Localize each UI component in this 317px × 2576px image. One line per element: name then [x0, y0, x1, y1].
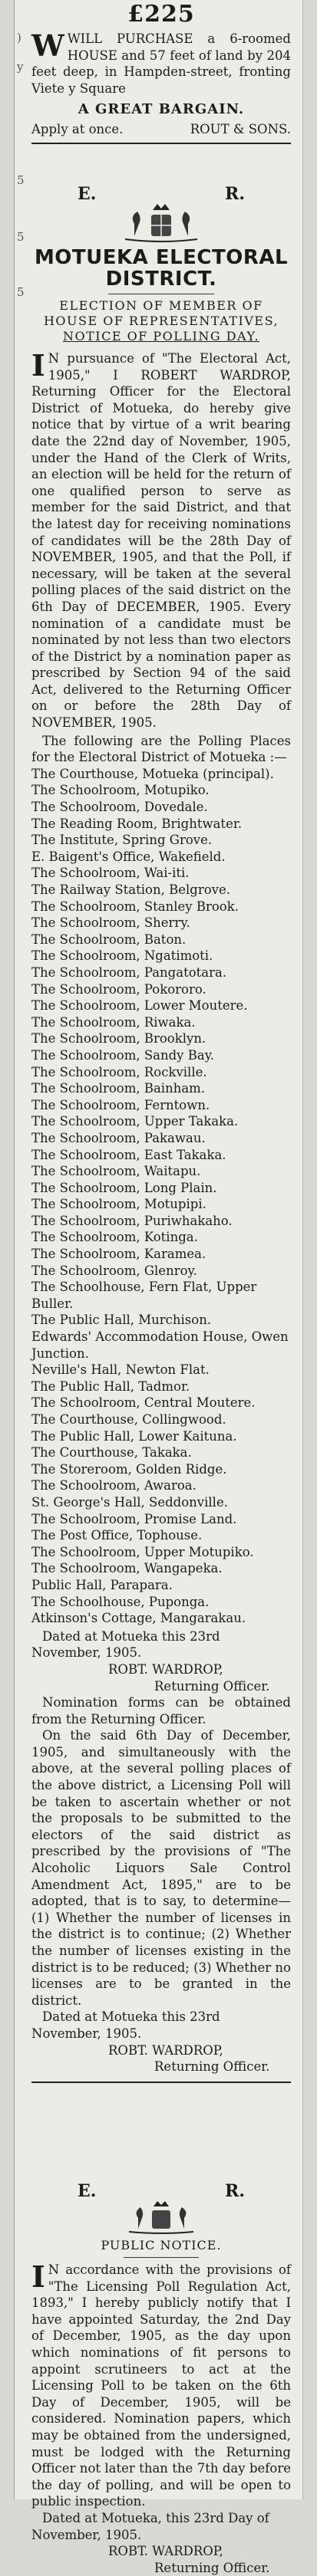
- polling-place-item: Neville's Hall, Newton Flat.: [31, 1362, 210, 1378]
- polling-place-item: The Schoolroom, Dovedale.: [31, 800, 208, 815]
- dated-line-2: Dated at Motueka this 23rd November, 1905.: [31, 2009, 220, 2041]
- polling-place-item: Edwards' Accommodation House, Owen Junction.: [31, 1329, 289, 1361]
- subtitle-line-1: ELECTION OF MEMBER OF: [59, 298, 263, 313]
- signature-2: ROBT. WARDROP,: [108, 2042, 223, 2058]
- notice-title: MOTUEKA ELECTORAL DISTRICT.: [34, 246, 289, 291]
- polling-place-item: The Schoolroom, Pakawau.: [31, 1130, 206, 1145]
- margin-fragment: 5: [17, 230, 25, 244]
- polling-place-item: The Schoolroom, Riwaka.: [31, 1014, 196, 1030]
- ad-body-text: WILL PURCHASE a 6-roomed HOUSE and 57 feet of land by 204 feet deep, in Hampden-street, fronting Viete y Square: [31, 31, 291, 96]
- polling-place-item: The Schoolroom, Sandy Bay.: [31, 1047, 215, 1063]
- divider: [31, 143, 291, 144]
- margin-fragment: y: [17, 60, 24, 74]
- polling-place-item: The Public Hall, Lower Kaituna.: [31, 1428, 237, 1444]
- signature: ROBT. WARDROP,: [108, 1661, 223, 1677]
- polling-place-item: The Schoolroom, Baton.: [31, 932, 187, 947]
- polling-place-item: The Schoolroom, Wai-iti.: [31, 866, 190, 881]
- polling-place-item: The Schoolroom, Brooklyn.: [31, 1031, 206, 1046]
- polling-place-item: The Schoolroom, Glenroy.: [31, 1263, 197, 1278]
- polling-place-item: The Schoolroom, Motupipi.: [31, 1197, 206, 1212]
- dated-block-3: [31, 2510, 291, 2576]
- public-notice-text: N accordance with the provisions of "The Licensing Poll Regulation Act, 1893," I hereby publicly notify that I have appointed Saturday, the 2nd Day of December, 1905, as the day upon which nominations of fit persons to appoint scrutineers to act at the Licensing Poll to be taken on the 6th Day of December, 1905, will be considered. Nomination papers, which may be obtained from the undersigned, must be lodged with the Returning Officer not later than the 7th day before the day of polling, and will be open to public inspection.: [31, 2262, 291, 2509]
- polling-place-item: The Schoolhouse, Puponga.: [31, 1594, 210, 1609]
- er-left-2: E.: [78, 2181, 97, 2201]
- margin-fragment: 5: [17, 173, 25, 187]
- polling-place-item: The Schoolhouse, Fern Flat, Upper Buller.: [31, 1280, 257, 1311]
- dropcap-I: I: [31, 348, 45, 383]
- polling-place-item: The Schoolroom, Puriwhakaho.: [31, 1213, 233, 1228]
- advertisement-house: [31, 0, 291, 150]
- polling-place-item: The Courthouse, Motueka (principal).: [31, 766, 274, 781]
- polling-place-item: The Courthouse, Takaka.: [31, 1445, 192, 1460]
- polling-place-item: The Schoolroom, Awaroa.: [31, 1478, 196, 1493]
- polling-place-item: The Schoolroom, Wangapeka.: [31, 1561, 223, 1576]
- polling-place-item: The Schoolroom, Ferntown.: [31, 1097, 210, 1112]
- polling-place-item: The Schoolroom, Central Moutere.: [31, 1395, 256, 1411]
- polling-place-item: St. George's Hall, Seddonville.: [31, 1494, 228, 1510]
- er-right-2: R.: [225, 2181, 245, 2201]
- polling-place-item: The Schoolroom, Karamea.: [31, 1247, 206, 1262]
- polling-place-item: The Schoolroom, Waitapu.: [31, 1164, 201, 1179]
- subtitle-line-2: HOUSE OF REPRESENTATIVES,: [43, 314, 279, 328]
- subtitle-line-3: NOTICE OF POLLING DAY.: [62, 329, 260, 343]
- dropcap-I: I: [31, 2259, 45, 2294]
- divider: [31, 2082, 291, 2083]
- apply-line: [31, 122, 291, 136]
- signature-3: ROBT. WARDROP,: [108, 2544, 223, 2559]
- dated-line: Dated at Motueka this 23rd November, 1905.: [31, 1628, 220, 1661]
- polling-place-item: The Schoolroom, Sherry.: [31, 915, 190, 931]
- dropcap-W: W: [31, 28, 64, 63]
- officer-title: Returning Officer.: [154, 1678, 270, 1694]
- forms-text: Nomination forms can be obtained from the Returning Officer.: [31, 1695, 291, 1727]
- places-intro-text: The following are the Polling Places for the Electoral District of Motueka :—: [31, 733, 291, 765]
- polling-place-item: The Schoolroom, Promise Land.: [31, 1511, 237, 1526]
- er-left: E.: [78, 184, 97, 204]
- polling-place-item: The Schoolroom, Pangatotara.: [31, 964, 227, 980]
- royal-crest-icon: [31, 2198, 291, 2235]
- polling-place-item: E. Baigent's Office, Wakefield.: [31, 849, 226, 864]
- places-intro: [31, 733, 291, 766]
- polling-place-item: Public Hall, Parapara.: [31, 1577, 173, 1592]
- er-right: R.: [225, 184, 245, 204]
- officer-title-3: Returning Officer.: [154, 2560, 270, 2575]
- royal-crest-icon: [31, 201, 291, 244]
- firm-name: ROUT & SONS.: [190, 122, 291, 137]
- officer-title-2: Returning Officer.: [154, 2059, 270, 2075]
- polling-place-item: The Schoolroom, Stanley Brook.: [31, 899, 239, 914]
- polling-place-item: The Post Office, Tophouse.: [31, 1528, 203, 1543]
- polling-place-item: The Schoolroom, Rockville.: [31, 1064, 207, 1079]
- polling-place-item: The Schoolroom, Kotinga.: [31, 1230, 198, 1245]
- polling-place-item: The Public Hall, Murchison.: [31, 1313, 212, 1328]
- polling-place-item: The Schoolroom, Bainham.: [31, 1081, 206, 1096]
- polling-place-item: The Schoolroom, Lower Moutere.: [31, 998, 248, 1014]
- polling-place-item: The Schoolroom, Pokororo.: [31, 981, 206, 997]
- dated-block-2: [31, 2009, 291, 2075]
- polling-place-item: The Schoolroom, Long Plain.: [31, 1180, 217, 1195]
- licensing-paragraph: [31, 1727, 291, 2009]
- dated-line-3: Dated at Motueka, this 23rd Day of November, 1905.: [31, 2510, 269, 2542]
- newspaper-column: [14, 0, 303, 2575]
- polling-place-item: Atkinson's Cottage, Mangarakau.: [31, 1611, 246, 1626]
- forms-paragraph: [31, 1694, 291, 1727]
- polling-place-item: The Schoolroom, Motupiko.: [31, 783, 210, 798]
- ad-body: [31, 28, 291, 97]
- public-notice-title: PUBLIC NOTICE.: [101, 2238, 222, 2252]
- polling-place-item: The Storeroom, Golden Ridge.: [31, 1461, 227, 1477]
- dated-block: [31, 1628, 291, 1694]
- public-notice-body: [31, 2259, 291, 2510]
- polling-place-item: The Schoolroom, East Takaka.: [31, 1147, 226, 1162]
- notice-election: [31, 176, 291, 2089]
- bargain-line: A GREAT BARGAIN.: [78, 101, 245, 118]
- polling-places-list: [31, 766, 291, 1627]
- polling-place-item: The Institute, Spring Grove.: [31, 833, 213, 848]
- polling-place-item: The Schoolroom, Upper Takaka.: [31, 1114, 239, 1129]
- margin-fragment: 5: [17, 285, 25, 299]
- apply-text: Apply at once.: [31, 122, 124, 137]
- polling-place-item: The Schoolroom, Ngatimoti.: [31, 948, 213, 964]
- polling-place-item: The Reading Room, Brightwater.: [31, 816, 243, 831]
- licensing-text: On the said 6th Day of December, 1905, and simultaneously with the above, at the several polling places of the above district, a Licensing Poll will be taken to ascertain whether or not the proposals to be submitted to the electors of the said district as prescribed by the provisions of "The Alcoholic Liquors Sale Control Amendment Act, 1895," are to be adopted, that is to say, to determine—(1) Whether the number of licenses in the district is to continue; (2) Whether the number of licenses existing in the district is to be reduced; (3) Whether no licenses are to be granted in the district.: [31, 1728, 291, 2008]
- polling-place-item: The Schoolroom, Upper Motupiko.: [31, 1544, 254, 1559]
- intro-text: N pursuance of "The Electoral Act, 1905," I ROBERT WARDROP, Returning Officer for the Electoral District of Motueka, do hereby give notice that by virtue of a writ bearing date the 22nd day of November, 1905, under the Hand of the Clerk of Writs, an election will be held for the return of one qualified person to serve as member for the said District, and that the latest day for receiving nominations of candidates will be the 28th Day of NOVEMBER, 1905, and that the Poll, if necessary, will be taken at the several polling places of the said district on the 6th Day of DECEMBER, 1905. Every nomination of a candidate must be nominated by not less than two electors of the District by a nomination paper as prescribed by Section 94 of the said Act, delivered to the Returning Officer on or before the 28th Day of NOVEMBER, 1905.: [31, 351, 291, 731]
- polling-place-item: The Public Hall, Tadmor.: [31, 1378, 190, 1394]
- notice-public: [31, 2174, 291, 2576]
- margin-fragment: ): [17, 31, 21, 44]
- intro-paragraph: [31, 350, 291, 731]
- polling-place-item: The Railway Station, Belgrove.: [31, 882, 230, 897]
- polling-place-item: The Courthouse, Collingwood.: [31, 1412, 226, 1427]
- short-divider: [124, 2257, 199, 2258]
- price-heading: £225: [127, 1, 195, 28]
